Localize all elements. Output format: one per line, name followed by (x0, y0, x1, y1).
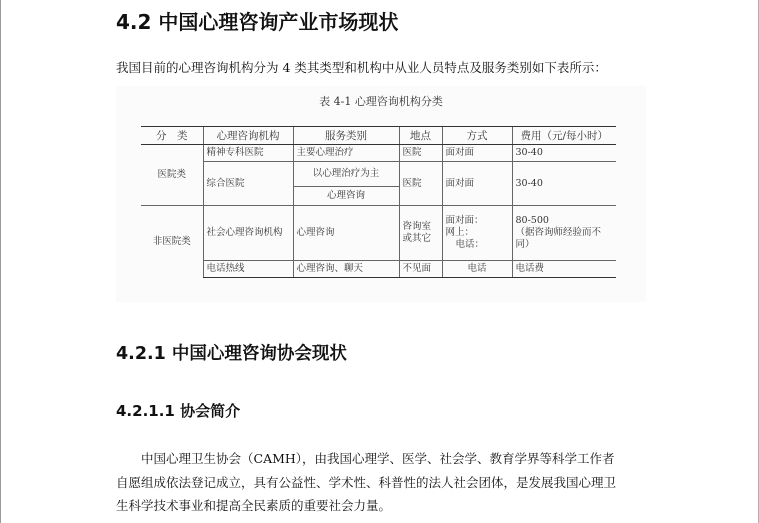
cell-institution: 社会心理咨询机构 (203, 206, 293, 261)
mode-phone: 电话： (455, 239, 485, 250)
table-row (141, 261, 616, 278)
cell-institution: 电话热线 (203, 261, 293, 278)
cell-institution: 综合医院 (203, 162, 293, 206)
header-service: 服务类别 (293, 127, 399, 145)
table-figure (116, 86, 646, 302)
table-row (141, 145, 616, 162)
paragraph-line: 生科学技术事业和提高全民素质的重要社会力量。 (116, 498, 392, 513)
header-fee: 费用（元/每小时） (512, 127, 616, 145)
cell-service: 心理咨询、聊天 (293, 261, 399, 278)
cell-fee (512, 206, 616, 261)
camh-paragraph (116, 447, 656, 518)
fee-range: 80-500 (515, 215, 549, 226)
mode-online: 网上： (445, 227, 475, 238)
section-heading-4-2: 4.2 中国心理咨询产业市场现状 (116, 10, 399, 34)
section-heading-4-2-1-1: 4.2.1.1 协会简介 (116, 402, 241, 420)
cell-service: 以心理治疗为主 (293, 162, 399, 187)
intro-paragraph: 我国目前的心理咨询机构分为 4 类其类型和机构中从业人员特点及服务类别如下表所示： (116, 60, 607, 75)
cell-service: 心理咨询 (293, 206, 399, 261)
cell-fee: 30-40 (512, 145, 616, 162)
cell-place: 咨询室或其它 (399, 206, 442, 261)
fee-note: （据咨询师经验而不同） (515, 227, 602, 250)
cell-category: 医院类 (141, 145, 203, 206)
cell-place: 医院 (399, 162, 442, 206)
header-institution: 心理咨询机构 (203, 127, 293, 145)
cell-place: 医院 (399, 145, 442, 162)
cell-institution: 精神专科医院 (203, 145, 293, 162)
mode-face-to-face: 面对面： (445, 215, 484, 226)
cell-mode (442, 206, 512, 261)
table-header-row (141, 127, 616, 145)
table-row (141, 206, 616, 261)
paragraph-line: 自愿组成依法登记成立，具有公益性、学术性、科普性的法人社会团体，是发展我国心理卫 (116, 474, 617, 490)
institution-table (141, 126, 616, 278)
cell-fee: 30-40 (512, 162, 616, 206)
header-category: 分 类 (141, 127, 203, 145)
header-place: 地点 (399, 127, 442, 145)
cell-mode: 面对面 (442, 145, 512, 162)
table-row (141, 162, 616, 187)
paragraph-line: 中国心理卫生协会（CAMH），由我国心理学、医学、社会学、教育学界等科学工作者 (116, 451, 615, 466)
cell-mode: 面对面 (442, 162, 512, 206)
table-caption: 表 4-1 心理咨询机构分类 (319, 95, 443, 108)
header-mode: 方式 (442, 127, 512, 145)
section-heading-4-2-1: 4.2.1 中国心理咨询协会现状 (116, 344, 347, 364)
cell-service: 心理咨询 (293, 187, 399, 206)
cell-fee: 电话费 (512, 261, 616, 278)
page-left-edge (0, 0, 1, 523)
cell-place: 不见面 (399, 261, 442, 278)
cell-service: 主要心理治疗 (293, 145, 399, 162)
cell-mode: 电话 (442, 261, 512, 278)
cell-category: 非医院类 (141, 206, 203, 278)
